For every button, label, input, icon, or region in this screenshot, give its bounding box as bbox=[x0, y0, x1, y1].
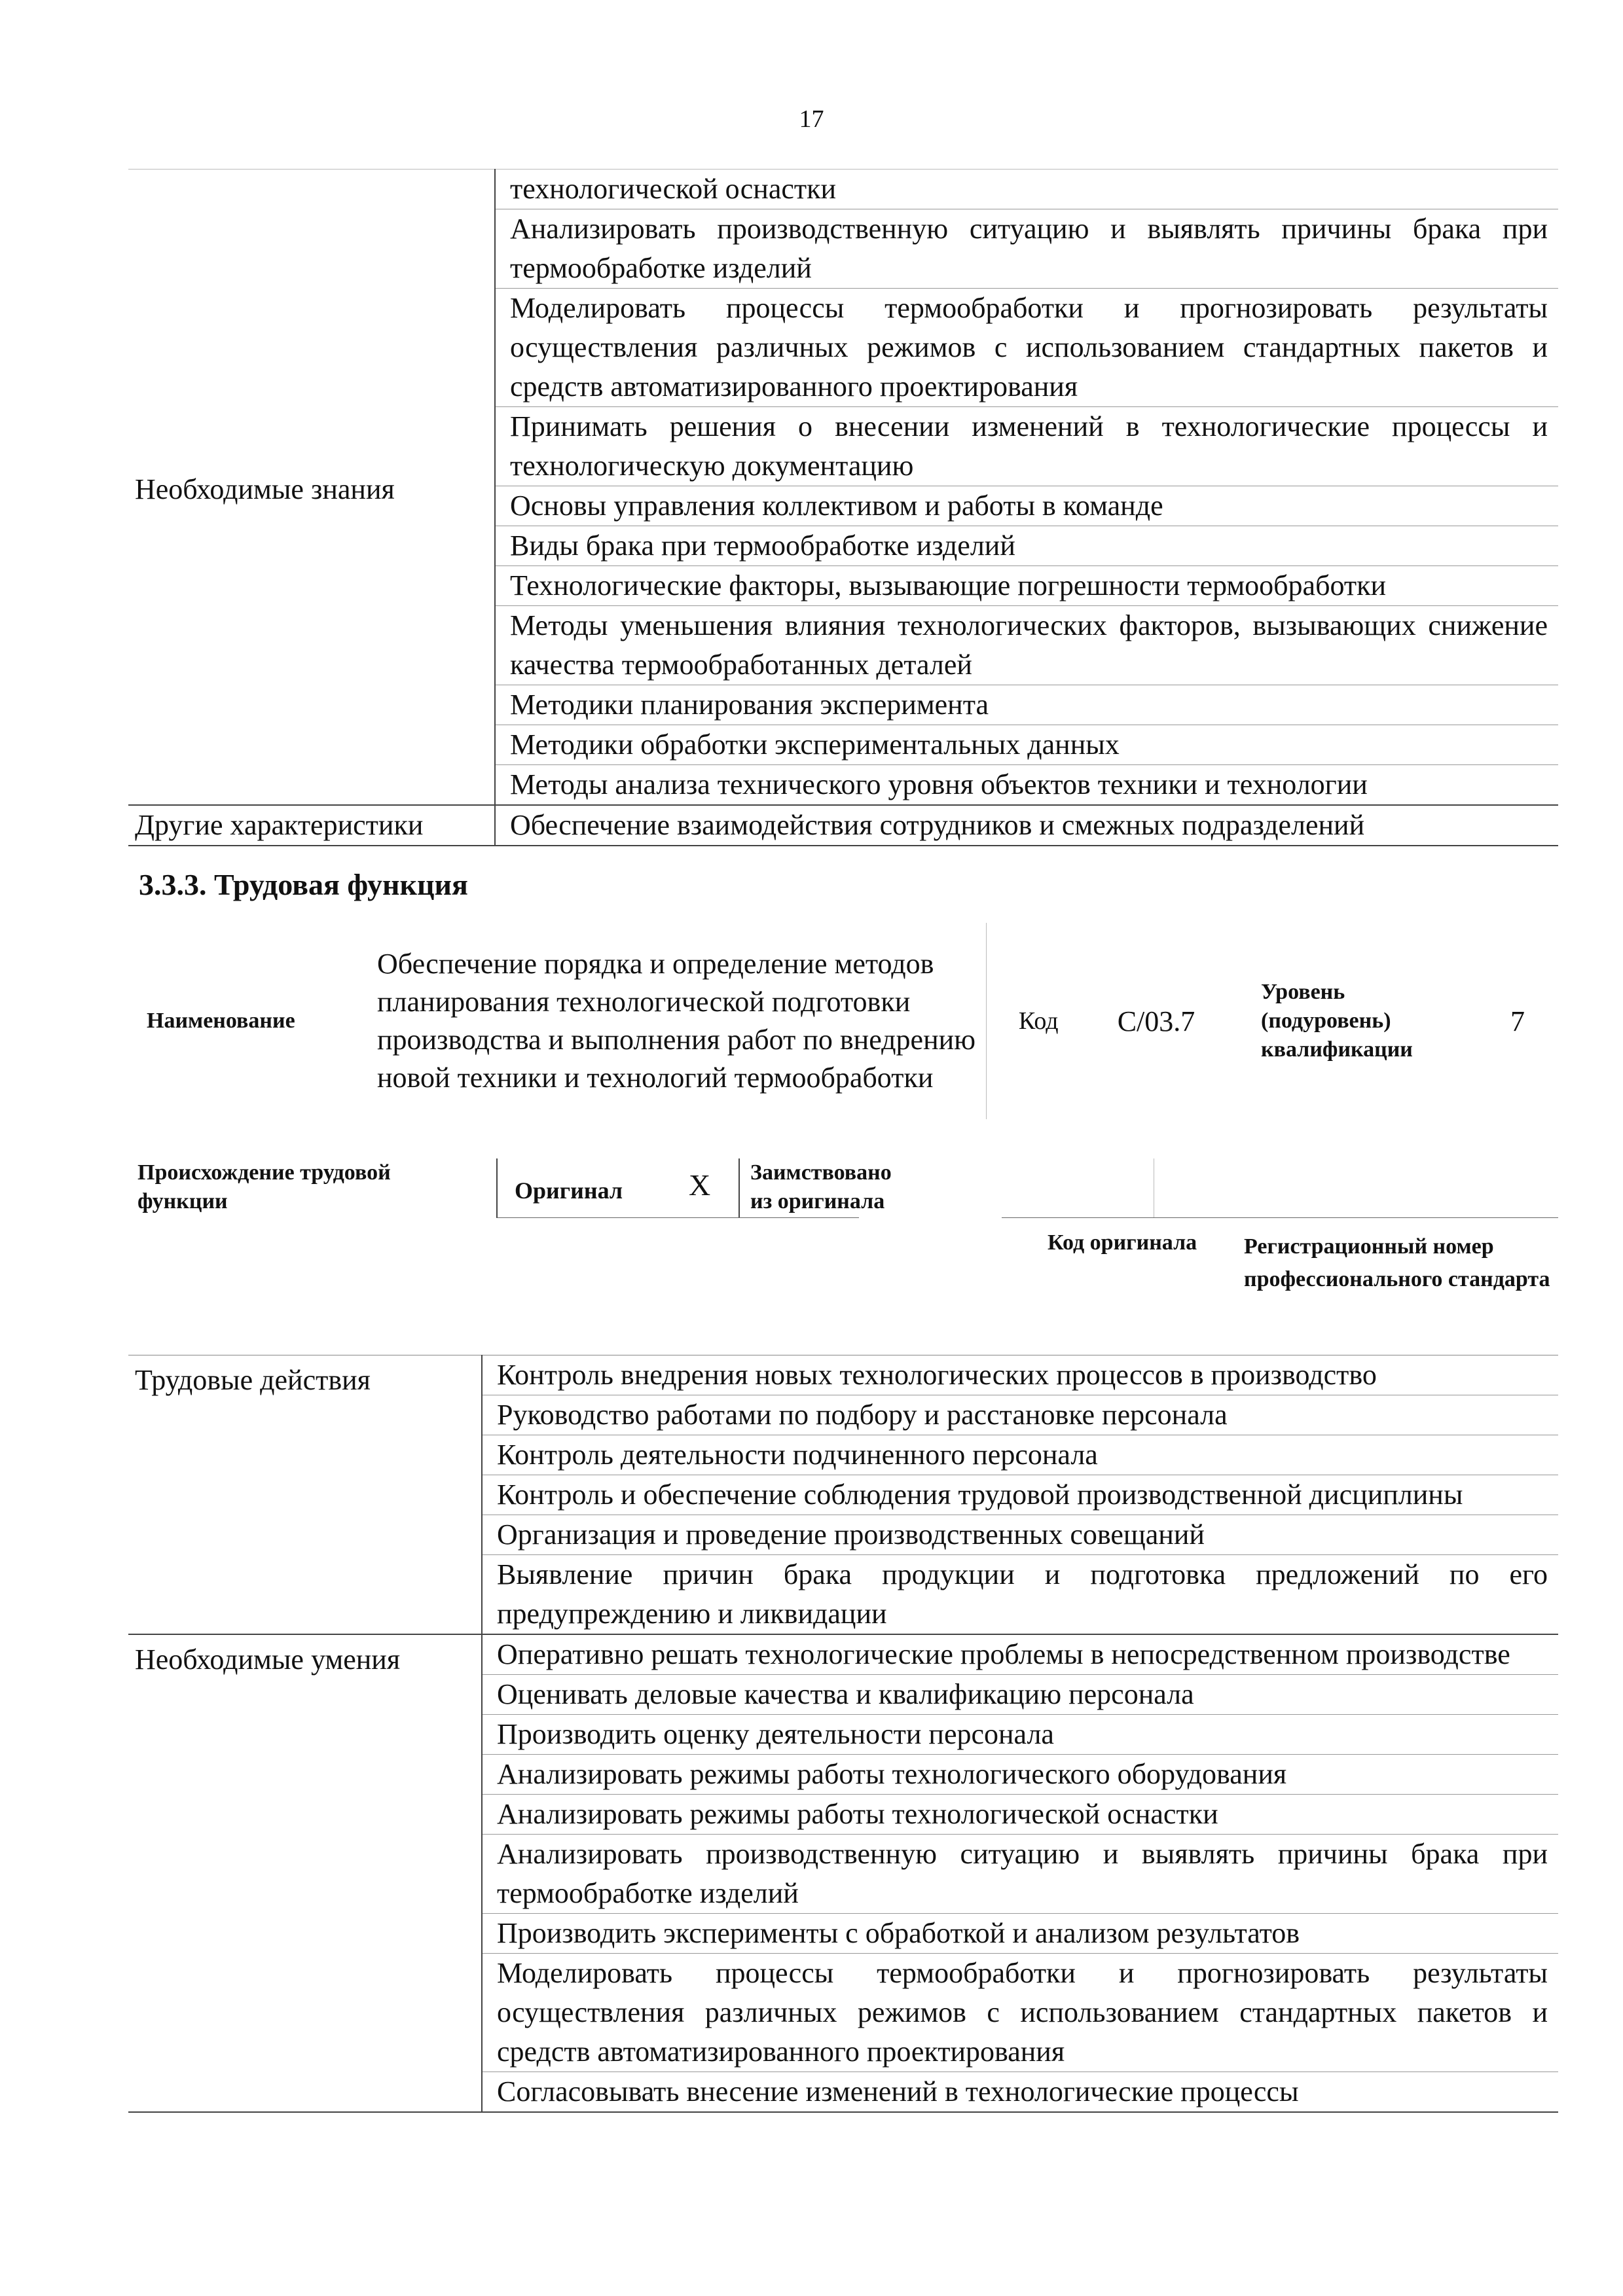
list-item: Обеспечение взаимодействия сотрудников и смежных подразделений bbox=[510, 809, 1365, 841]
actions-label: Трудовые действия bbox=[128, 1355, 482, 1635]
qualification-level-value: 7 bbox=[1510, 1005, 1525, 1037]
other-characteristics-items bbox=[495, 805, 1558, 846]
other-characteristics-label: Другие характеристики bbox=[128, 805, 495, 846]
qualification-level-label: Уровень (подуровень) квалификации bbox=[1261, 980, 1413, 1062]
origin-label: Происхождение трудовой функции bbox=[137, 1160, 391, 1213]
original-option-label: Оригинал bbox=[515, 1177, 623, 1204]
origin-code-box bbox=[1002, 1158, 1558, 1218]
function-header-table bbox=[128, 923, 1558, 1119]
bottom-requirements-table bbox=[128, 1355, 1558, 2113]
function-name: Обеспечение порядка и определение методов планирования технологической подготовки производства и выполнения работ по внедрению новой техники и технологий термообработки bbox=[377, 923, 986, 1119]
list-item: Методы анализа технического уровня объектов техники и технологии bbox=[510, 768, 1368, 800]
section-title: 3.3.3. Трудовая функция bbox=[139, 868, 468, 901]
borrowed-option-label: Заимствовано из оригинала bbox=[739, 1158, 892, 1217]
actions-items bbox=[482, 1355, 1558, 1635]
list-item: Методы уменьшения влияния технологических факторов, вызывающих снижение качества термообработанных деталей bbox=[496, 606, 1558, 685]
original-check-mark: X bbox=[689, 1168, 711, 1202]
knowledge-label: Необходимые знания bbox=[128, 170, 495, 806]
list-item: Производить оценку деятельности персонала bbox=[483, 1715, 1558, 1755]
list-item: Анализировать режимы работы технологического оборудования bbox=[483, 1755, 1558, 1795]
list-item: Анализировать режимы работы технологической оснастки bbox=[483, 1795, 1558, 1835]
list-item: Моделировать процессы термообработки и прогнозировать результаты осуществления различных режимов с использованием стандартных пакетов и средств автоматизированного проектирования bbox=[496, 289, 1558, 407]
code-label: Код bbox=[1018, 1007, 1059, 1035]
list-item: Контроль и обеспечение соблюдения трудовой производственной дисциплины bbox=[483, 1475, 1558, 1515]
registration-number-label: Регистрационный номер профессионального стандарта bbox=[1244, 1234, 1550, 1291]
list-item: Методики обработки экспериментальных данных bbox=[496, 725, 1558, 765]
function-origin-block bbox=[137, 1158, 1558, 1329]
list-item: Производить эксперименты с обработкой и анализом результатов bbox=[483, 1914, 1558, 1954]
skills-label: Необходимые умения bbox=[128, 1634, 482, 2112]
list-item: Контроль деятельности подчиненного персонала bbox=[483, 1435, 1558, 1475]
list-item: Технологические факторы, вызывающие погрешности термообработки bbox=[496, 566, 1558, 606]
list-item: Виды брака при термообработке изделий bbox=[496, 526, 1558, 566]
list-item: Организация и проведение производственных совещаний bbox=[483, 1515, 1558, 1555]
list-item: Методики планирования эксперимента bbox=[496, 685, 1558, 725]
actions-row bbox=[128, 1355, 1558, 1635]
skills-row bbox=[128, 1634, 1558, 2112]
list-item: Выявление причин брака продукции и подготовка предложений по его предупреждению и ликвидации bbox=[497, 1558, 1548, 1630]
name-label: Наименование bbox=[147, 1009, 295, 1033]
list-item: технологической оснастки bbox=[496, 170, 1558, 209]
skills-items bbox=[482, 1634, 1558, 2112]
top-requirements-table bbox=[128, 169, 1558, 846]
list-item: Оценивать деловые качества и квалификацию персонала bbox=[483, 1675, 1558, 1715]
list-item: Анализировать производственную ситуацию и выявлять причины брака при термообработке изделий bbox=[483, 1835, 1558, 1914]
other-characteristics-row bbox=[128, 805, 1558, 846]
knowledge-row bbox=[128, 170, 1558, 806]
list-item: Основы управления коллективом и работы в команде bbox=[496, 486, 1558, 526]
list-item: Анализировать производственную ситуацию и выявлять причины брака при термообработке изделий bbox=[496, 209, 1558, 289]
list-item: Согласовывать внесение изменений в технологические процессы bbox=[497, 2075, 1299, 2108]
origin-code-label: Код оригинала bbox=[1048, 1230, 1197, 1255]
list-item: Принимать решения о внесении изменений в технологические процессы и технологическую документацию bbox=[496, 407, 1558, 486]
page-number: 17 bbox=[799, 105, 824, 133]
origin-options-box bbox=[496, 1158, 892, 1218]
code-value: С/03.7 bbox=[1117, 1005, 1195, 1037]
list-item: Руководство работами по подбору и расстановке персонала bbox=[483, 1395, 1558, 1435]
list-item: Контроль внедрения новых технологических процессов в производство bbox=[483, 1355, 1558, 1395]
list-item: Моделировать процессы термообработки и прогнозировать результаты осуществления различных режимов с использованием стандартных пакетов и средств автоматизированного проектирования bbox=[483, 1954, 1558, 2072]
list-item: Оперативно решать технологические проблемы в непосредственном производстве bbox=[483, 1635, 1558, 1675]
knowledge-items bbox=[495, 170, 1558, 806]
